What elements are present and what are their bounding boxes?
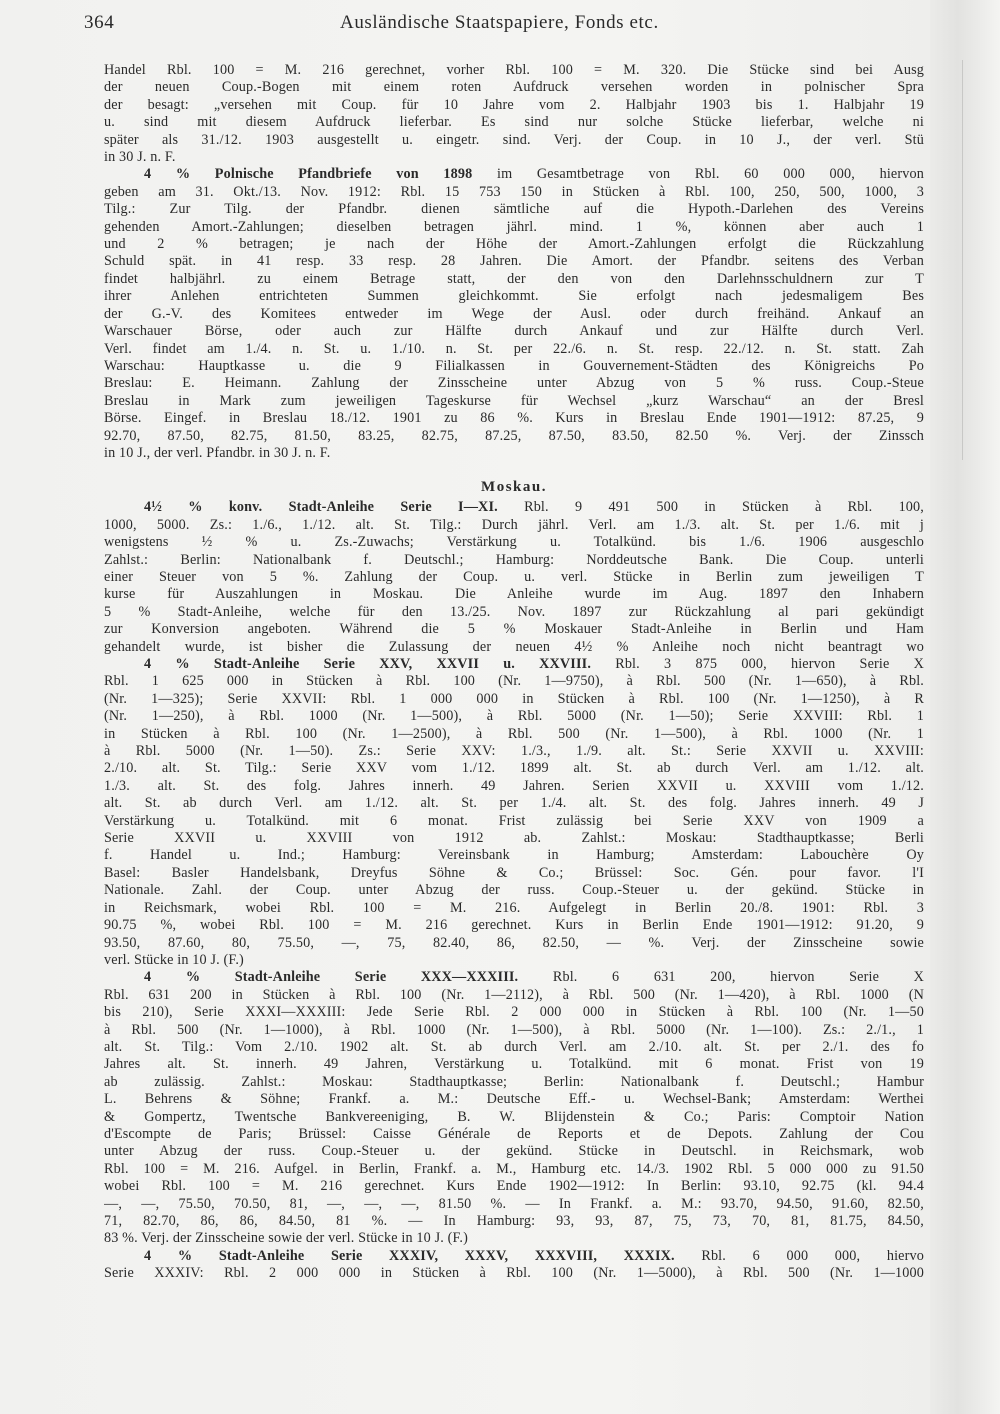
text-line: L. Behrens & Söhne; Frankf. a. M.: Deutsche Eff.- u. Wechsel-Bank; Amsterdam: Werthei — [104, 1091, 924, 1108]
text-line: (Nr. 1—250), à Rbl. 1000 (Nr. 1—500), à Rbl. 5000 (Nr. 1—50); Serie XXVIII: Rbl. 1 — [104, 708, 924, 725]
entry-stadt-anleihe-xxxiv — [104, 1248, 924, 1283]
entry-first-line-text: im Gesamtbetrage von Rbl. 60 000 000, hiervon — [497, 166, 924, 183]
page-body — [104, 62, 924, 1283]
text-line: Breslau: E. Heimann. Zahlung der Zinsscheine unter Abzug von 5 % russ. Coup.-Steue — [104, 375, 924, 392]
entry-first-line — [104, 166, 924, 183]
page-edge-shadow — [930, 0, 1000, 1414]
page-header — [84, 12, 922, 38]
text-line: gehenden Amort.-Zahlungen; dieselben betragen jährl. mind. 1 %, können aber auch 1 — [104, 218, 924, 235]
text-line: 90.75 %, wobei Rbl. 100 = M. 216 gerechnet. Kurs in Berlin Ende 1901—1912: 91.20, 9 — [104, 917, 924, 934]
text-line: & Gompertz, Twentsche Bankvereeniging, B. W. Blijdenstein & Co.; Paris: Comptoir Nation — [104, 1108, 924, 1125]
text-line: gehandelt wurde, ist bisher die Zulassung der neuen 4½ % Anleihe noch nicht beantragt wo — [104, 638, 924, 655]
text-line: 1000, 5000. Zs.: 1./6., 1./12. alt. St. Tilg.: Durch jährl. Verl. am 1./3. alt. St. per 1./6. mit j — [104, 516, 924, 533]
text-line: unter Abzug der russ. Coup.-Steuer u. der gekünd. Stücke in Deutschl. in Reichsmark, wob — [104, 1143, 924, 1160]
text-line: Warschau: Hauptkasse u. die 9 Filialkassen in Gouvernement-Städten des Königreichs Po — [104, 357, 924, 374]
text-line: alt. St. Tilg.: Vom 2./10. 1902 alt. St. ab durch Verl. am 2./10. alt. St. per 2./1. des fo — [104, 1038, 924, 1055]
entry-first-line-text: Rbl. 9 491 500 in Stücken à Rbl. 100, — [524, 499, 924, 516]
entry-title: 4 % Stadt-Anleihe Serie XXX—XXXIII. — [144, 969, 519, 986]
page-number: 364 — [84, 12, 115, 33]
text-line: (Nr. 1—325); Serie XXVII: Rbl. 1 000 000 in Stücken à Rbl. 100 (Nr. 1—1250), à R — [104, 690, 924, 707]
entry-first-line — [104, 499, 924, 516]
text-line: in 30 J. n. F. — [104, 149, 176, 166]
text-line: —, —, 75.50, 70.50, 81, —, —, —, 81.50 %. — In Frankf. a. M.: 93.70, 94.50, 91.60, 82.50, — [104, 1195, 924, 1212]
text-line: der G.-V. des Komitees entweder im Wege der Ausl. oder durch freihänd. Ankauf an — [104, 305, 924, 322]
paragraph-handel — [104, 62, 924, 166]
text-line: Breslau in Mark zum jeweiligen Tageskurse für Wechsel „kurz Warschau“ an der Bresl — [104, 392, 924, 409]
text-line: 83 %. Verj. der Zinsscheine sowie der verl. Stücke in 10 J. (F.) — [104, 1230, 468, 1247]
text-line: Verl. findet am 1./4. n. St. u. 1./10. n. St. per 22./6. n. St. resp. 22./12. n. St. statt. Zah — [104, 340, 924, 357]
entry-first-line — [104, 1248, 924, 1265]
section-spacer — [104, 462, 924, 474]
text-line: zur Konversion angeboten. Während die 5 % Moskauer Stadt-Anleihe in Berlin und Ham — [104, 621, 924, 638]
entry-first-line — [104, 656, 924, 673]
text-line: f. Handel u. Ind.; Hamburg: Vereinsbank in Hamburg; Amsterdam: Labouchère Oy — [104, 847, 924, 864]
text-line: Verstärkung u. Totalkünd. mit 6 monat. Frist zulässig bei Serie XXV von 1909 a — [104, 812, 924, 829]
text-line: Zahlst.: Berlin: Nationalbank f. Deutschl.; Hamburg: Norddeutsche Bank. Die Coup. unterli — [104, 551, 924, 568]
text-line: Rbl. 631 200 in Stücken à Rbl. 100 (Nr. 1—2112), à Rbl. 500 (Nr. 1—420), à Rbl. 1000 (N — [104, 986, 924, 1003]
text-line: u. sind mit diesem Aufdruck lieferbar. Es sind nur solche Stücke lieferbar, welche ni — [104, 114, 924, 131]
text-line: Tilg.: Zur Tilg. der Pfandbr. dienen sämtliche auf die Hypoth.-Darlehen des Vereins — [104, 201, 924, 218]
text-line: Serie XXVII u. XXVIII von 1912 ab. Zahlst.: Moskau: Stadthauptkasse; Berli — [104, 830, 924, 847]
entry-stadt-anleihe-xxv — [104, 656, 924, 969]
text-line: später als 31./12. 1903 ausgestellt u. eingetr. sind. Verj. der Coup. in 10 J., der verl. Stü — [104, 131, 924, 148]
entry-stadt-anleihe-xxx — [104, 969, 924, 1248]
text-line: ab zulässig. Zahlst.: Moskau: Stadthauptkasse; Berlin: Nationalbank f. Deutschl.; Hambur — [104, 1073, 924, 1090]
entry-polnische-pfandbriefe — [104, 166, 924, 462]
text-line: kurse für Auszahlungen in Moskau. Die Anleihe wurde im Aug. 1897 den Inhabern — [104, 586, 924, 603]
text-line: à Rbl. 500 (Nr. 1—1000), à Rbl. 1000 (Nr. 1—500), à Rbl. 5000 (Nr. 1—100). Zs.: 2./1., 1 — [104, 1021, 924, 1038]
text-line: Basel: Basler Handelsbank, Dreyfus Söhne & Co.; Brüssel: Soc. Gén. pour favor. l'I — [104, 864, 924, 881]
entry-first-line-text: Rbl. 6 631 200, hiervon Serie X — [552, 969, 924, 986]
entry-first-line — [104, 969, 924, 986]
entry-konv-stadt-anleihe — [104, 499, 924, 656]
text-line: bis 210), Serie XXXI—XXXIII: Jede Serie Rbl. 2 000 000 in Stücken à Rbl. 100 (Nr. 1—50 — [104, 1004, 924, 1021]
text-line: Börse. Eingef. in Breslau 18./12. 1901 zu 86 %. Kurs in Breslau Ende 1901—1912: 87.25, 9 — [104, 410, 924, 427]
entry-first-line-text: Rbl. 3 875 000, hiervon Serie X — [615, 656, 924, 672]
text-line: der besagt: „versehen mit Coup. für 10 Jahre vom 2. Halbjahr 1903 bis 1. Halbjahr 19 — [104, 96, 924, 113]
text-line: Warschauer Börse, oder auch zur Hälfte durch Ankauf und zur Hälfte durch Verl. — [104, 323, 924, 340]
text-line: 5 % Stadt-Anleihe, welche für den 13./25. Nov. 1897 zur Rückzahlung al pari gekündigt — [104, 603, 924, 620]
text-line: der neuen Coup.-Bogen mit einem roten Aufdruck versehen worden in polnischer Spra — [104, 79, 924, 96]
entry-title: 4 % Stadt-Anleihe Serie XXXIV, XXXV, XXXVIII, XXXIX. — [144, 1247, 675, 1264]
entry-title: 4 % Polnische Pfandbriefe von 1898 — [144, 166, 473, 183]
text-line: verl. Stücke in 10 J. (F.) — [104, 951, 244, 968]
text-line: Handel Rbl. 100 = M. 216 gerechnet, vorher Rbl. 100 = M. 320. Die Stücke sind bei Ausg — [104, 62, 924, 78]
entry-title: 4½ % konv. Stadt-Anleihe Serie I—XI. — [144, 499, 498, 516]
section-heading-moskau: Moskau. — [481, 479, 547, 496]
text-line: in 10 J., der verl. Pfandbr. in 30 J. n. F. — [104, 444, 331, 461]
text-line: alt. St. ab durch Verl. am 1./12. alt. St. per 1./4. alt. St. des folg. Jahres innerh. 49 J — [104, 795, 924, 812]
text-line: 1./3. alt. St. des folg. Jahres innerh. 49 Jahren. Serien XXVII u. XXVIII vom 1./12. — [104, 777, 924, 794]
text-line: Schuld spät. in 41 resp. 33 resp. 28 Jahren. Die Amort. der Pfandbr. seitens des Verban — [104, 253, 924, 270]
text-line: Rbl. 100 = M. 216. Aufgel. in Berlin, Frankf. a. M., Hamburg etc. 14./3. 1902 Rbl. 5 000 000 zu 91.50 — [104, 1160, 924, 1177]
text-line: Rbl. 1 625 000 in Stücken à Rbl. 100 (Nr. 1—9750), à Rbl. 500 (Nr. 1—650), à Rbl. — [104, 673, 924, 690]
text-line: à Rbl. 5000 (Nr. 1—50). Zs.: Serie XXV: 1./3., 1./9. alt. St.: Serie XXVII u. XXVIII: — [104, 743, 924, 760]
text-line: 2./10. alt. St. Tilg.: Serie XXV vom 1./12. 1899 alt. St. ab durch Verl. am 1./12. alt. — [104, 760, 924, 777]
text-line: 93.50, 87.60, 80, 75.50, —, 75, 82.40, 86, 82.50, — %. Verj. der Zinsscheine sowie — [104, 934, 924, 951]
text-line: in Reichsmark, wobei Rbl. 100 = M. 216. Aufgelegt in Berlin 20./8. 1901: Rbl. 3 — [104, 899, 924, 916]
text-line: wobei Rbl. 100 = M. 216 gerechnet. Kurs Ende 1902—1912: In Berlin: 93.10, 92.75 (kl. 94.4 — [104, 1178, 924, 1195]
text-line: Nationale. Zahl. der Coup. unter Abzug der russ. Coup.-Steuer u. der gekünd. Stücke in — [104, 882, 924, 899]
entry-first-line-text: Rbl. 6 000 000, hiervo — [701, 1247, 924, 1264]
text-line: in Stücken à Rbl. 100 (Nr. 1—2500), à Rbl. 500 (Nr. 1—500), à Rbl. 1000 (Nr. 1 — [104, 725, 924, 742]
text-line: einer Steuer von 5 %. Zahlung der Coup. u. verl. Stücke in Berlin zum jeweiligen T — [104, 568, 924, 585]
text-line: Jahres alt. St. innerh. 49 Jahren, Verstärkung u. Totalkünd. mit 6 monat. Frist von 19 — [104, 1056, 924, 1073]
text-line: wenigstens ½ % u. Zs.-Zuwachs; Verstärkung u. Totalkünd. bis 1./6. 1906 ausgeschlo — [104, 534, 924, 551]
text-line: Serie XXXIV: Rbl. 2 000 000 in Stücken à Rbl. 100 (Nr. 1—5000), à Rbl. 500 (Nr. 1—1000 — [104, 1265, 924, 1282]
text-line: findet halbjährl. zu einem Betrage statt, der den von den Darlehnsschuldnern zur T — [104, 270, 924, 287]
text-line: ihrer Anlehen entrichteten Summen gleichkommt. Sie erfolgt nach jedesmaligem Bes — [104, 288, 924, 305]
page-fold-line — [962, 60, 963, 460]
entry-title: 4 % Stadt-Anleihe Serie XXV, XXVII u. XXVIII. — [144, 656, 592, 672]
text-line: und 2 % betragen; je nach der Höhe der Amort.-Zahlungen erfolgt die Rückzahlung — [104, 236, 924, 253]
text-line: 92.70, 87.50, 82.75, 81.50, 83.25, 82.75, 87.25, 87.50, 83.50, 82.50 %. Verj. der Zinssch — [104, 427, 924, 444]
text-line: geben am 31. Okt./13. Nov. 1912: Rbl. 15 753 150 in Stücken à Rbl. 100, 250, 500, 1000, 3 — [104, 183, 924, 200]
running-title: Ausländische Staatspapiere, Fonds etc. — [340, 12, 659, 33]
text-line: d'Escompte de Paris; Brüssel: Caisse Générale de Reports et de Depots. Zahlung der Cou — [104, 1125, 924, 1142]
text-line: 71, 82.70, 86, 86, 84.50, 81 %. — In Hamburg: 93, 93, 87, 75, 73, 70, 81, 81.75, 84.50, — [104, 1213, 924, 1229]
